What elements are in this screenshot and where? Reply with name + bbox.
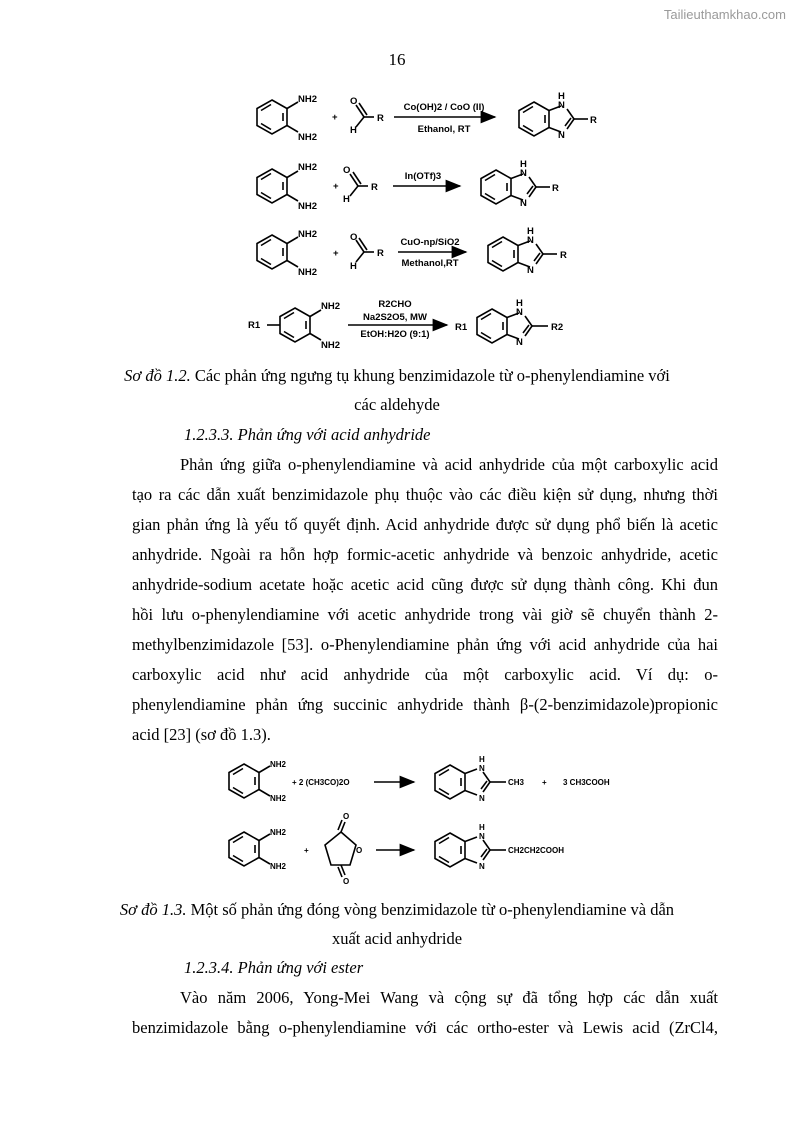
oxygen-label: O: [343, 877, 350, 886]
reagent-line-1: R2CHO: [378, 299, 412, 310]
product-substituent: CH3: [508, 778, 525, 787]
caption-label: Sơ đồ 1.2.: [124, 366, 191, 385]
paragraph-line: hồi lưu o-phenylendiamine với acetic anhydride trong vài giờ sẽ chuyển thành 2-: [132, 605, 718, 624]
product-substituent: CH2CH2COOH: [508, 846, 565, 855]
n-label: N: [516, 337, 523, 348]
plus-sign: +: [333, 248, 339, 259]
n-label: N: [558, 100, 565, 111]
oxygen-label: O: [356, 846, 363, 855]
caption-label: Sơ đồ 1.3.: [119, 900, 187, 919]
paragraph-line: gian phản ứng là yếu tố quyết định. Acid anhydride được sử dụng phổ biến là acetic: [132, 515, 718, 534]
r-label: R: [552, 183, 559, 194]
n-label: N: [558, 130, 565, 141]
h-label: H: [479, 755, 485, 764]
h-label: H: [558, 91, 565, 102]
page-number: 16: [388, 50, 406, 69]
nh2-label: NH2: [270, 760, 287, 769]
plus-sign: +: [304, 846, 309, 855]
n-label: N: [479, 862, 485, 871]
oxygen-label: O: [343, 812, 350, 821]
paragraph-line: phenylendiamine phản ứng succinic anhydride thành β-(2-benzimidazole)propionic: [132, 695, 718, 714]
paragraph-line: benzimidazole bằng o-phenylendiamine với các ortho-ester và Lewis acid (ZrCl4,: [132, 1018, 718, 1037]
paragraph-line: tạo ra các dẫn xuất benzimidazole phụ thuộc vào các điều kiện sử dụng, nhưng thời: [132, 485, 718, 504]
reagent: + 2 (CH3CO)2O: [292, 778, 350, 787]
paragraph-line: anhydride-sodium acetate hoặc acetic acid cũng được sử dụng thành công. Khi đun: [132, 575, 718, 594]
oxygen-label: O: [343, 165, 351, 176]
n-label: N: [520, 198, 527, 209]
plus-sign: +: [332, 112, 338, 123]
reagent-top: In(OTf)3: [404, 171, 442, 182]
r-label: R: [377, 113, 384, 124]
paragraph-line: methylbenzimidazole [53]. o-Phenylendiamine phản ứng với acid anhydride của hai: [132, 635, 718, 654]
reagent-bottom: Ethanol, RT: [417, 124, 471, 135]
paragraph-line: Vào năm 2006, Yong-Mei Wang và cộng sự đã tổng hợp các dẫn xuất: [180, 988, 718, 1007]
n-label: N: [479, 794, 485, 803]
n-label: N: [527, 235, 534, 246]
nh2-label: NH2: [298, 229, 318, 240]
nh2-label: NH2: [321, 301, 341, 312]
h-label: H: [520, 159, 527, 170]
nh2-label: NH2: [298, 267, 318, 278]
hydrogen-label: H: [343, 194, 350, 205]
nh2-label: NH2: [298, 201, 318, 212]
nh2-label: NH2: [298, 162, 318, 173]
hydrogen-label: H: [350, 125, 357, 136]
byproduct: 3 CH3COOH: [563, 778, 610, 787]
r-label: R: [560, 250, 567, 261]
h-label: H: [527, 226, 534, 237]
reagent-line-3: EtOH:H2O (9:1): [360, 329, 430, 340]
nh2-label: NH2: [298, 132, 318, 143]
n-label: N: [479, 764, 485, 773]
h-label: H: [516, 298, 523, 309]
hydrogen-label: H: [350, 261, 357, 272]
reagent-bottom: Methanol,RT: [401, 258, 459, 269]
caption-text: xuất acid anhydride: [331, 929, 463, 948]
r-label: R: [377, 248, 384, 259]
reagent-top: CuO-np/SiO2: [400, 237, 460, 248]
nh2-label: NH2: [270, 794, 287, 803]
caption-text: các aldehyde: [354, 395, 440, 414]
r1-label: R1: [455, 322, 468, 333]
r-label: R: [590, 115, 597, 126]
nh2-label: NH2: [298, 94, 318, 105]
paragraph-line: Phản ứng giữa o-phenylendiamine và acid anhydride của một carboxylic acid: [180, 455, 718, 474]
n-label: N: [520, 168, 527, 179]
n-label: N: [479, 832, 485, 841]
section-heading: 1.2.3.4. Phản ứng với ester: [184, 958, 364, 977]
n-label: N: [527, 265, 534, 276]
plus-sign: +: [333, 181, 339, 192]
reagent-line-2: Na2S2O5, MW: [363, 312, 427, 323]
nh2-label: NH2: [270, 828, 287, 837]
paragraph-line: anhydride. Ngoài ra hỗn hợp formic-acetic anhydride và benzoic anhydride, acetic: [132, 545, 718, 564]
nh2-label: NH2: [321, 340, 341, 351]
paragraph: [132, 983, 718, 1043]
reagent-top: Co(OH)2 / CoO (II): [403, 102, 485, 113]
nh2-label: NH2: [270, 862, 287, 871]
caption-scheme-1-3: [0, 895, 794, 953]
section-heading: 1.2.3.3. Phản ứng với acid anhydride: [184, 425, 431, 444]
paragraph-line: acid [23] (sơ đồ 1.3).: [132, 725, 271, 744]
r1-label: R1: [248, 320, 261, 331]
n-label: N: [516, 307, 523, 318]
watermark: Tailieuthamkhao.com: [663, 7, 786, 22]
oxygen-label: O: [350, 232, 358, 243]
paragraph-line: carboxylic acid như acid anhydride của một carboxylic acid. Ví dụ: o-: [132, 665, 718, 684]
h-label: H: [479, 823, 485, 832]
oxygen-label: O: [350, 96, 358, 107]
r-label: R: [371, 182, 378, 193]
r2-label: R2: [551, 322, 564, 333]
caption-text: Một số phản ứng đóng vòng benzimidazole từ o-phenylendiamine và dẫn: [186, 900, 675, 919]
caption-text: Các phản ứng ngưng tụ khung benzimidazole từ o-phenylendiamine với: [190, 366, 670, 385]
plus-sign: +: [542, 778, 547, 787]
